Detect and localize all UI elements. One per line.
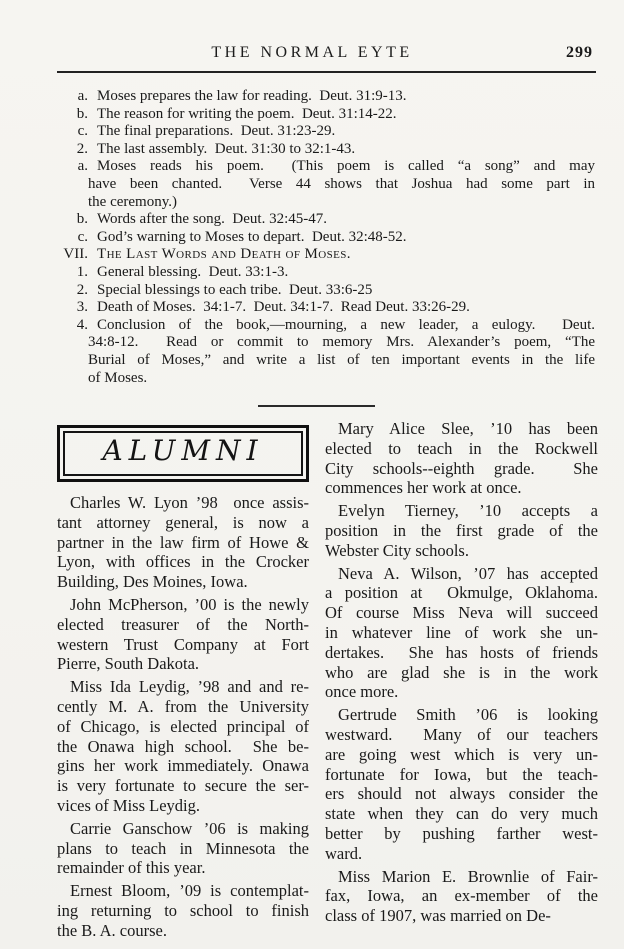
paragraph [325, 867, 598, 926]
paragraph [57, 677, 309, 816]
text-line: Moses reads his poem. (This poem is called “a song” and may [97, 158, 595, 175]
text-line: tant attorney general, is now a [57, 512, 309, 532]
header-rule [57, 71, 596, 73]
page-number: 299 [566, 44, 593, 61]
outline-item-text [97, 264, 595, 282]
alumni-section [57, 419, 598, 944]
outline-item-text [97, 106, 595, 124]
text-line: partner in the law firm of Howe & [57, 532, 309, 552]
text-line: who are glad she is in the work [325, 662, 598, 682]
text-line: plans to teach in Minnesota the [57, 838, 309, 858]
text-line: is very fortunate to secure the ser- [57, 776, 309, 796]
text-line: Mary Alice Slee, ’10 has been [338, 419, 598, 439]
text-line: western Trust Company at Fort [57, 634, 309, 654]
text-line: Building, Des Moines, Iowa. [57, 572, 248, 592]
outline-item-label: VII. [63, 246, 88, 263]
text-line: The Last Words and Death of Moses. [97, 246, 351, 263]
text-line: Of course Miss Neva will succeed [325, 603, 598, 623]
outline-item-label: c. [77, 123, 88, 140]
outline-item [57, 264, 595, 282]
text-line: gins her work immediately. Onawa [57, 756, 309, 776]
text-line: Burial of Moses,” and write a list of ten important events in the life [88, 351, 595, 368]
outline-item-text [97, 88, 595, 106]
text-line: John McPherson, ’00 is the newly [70, 595, 309, 615]
text-line: the ceremony.) [88, 193, 177, 210]
left-column [57, 419, 309, 944]
outline-item-label: b. [76, 211, 88, 228]
alumni-heading-box [57, 425, 309, 482]
text-line: Words after the song. Deut. 32:45-47. [97, 211, 327, 228]
outline-item-label: 2. [76, 140, 88, 157]
lesson-outline-list [57, 88, 595, 387]
text-line: fortunate for Iowa, but the teach- [325, 764, 598, 784]
publication-title: THE NORMAL EYTE [211, 44, 413, 61]
text-line: of Moses. [88, 369, 148, 386]
outline-item [57, 299, 595, 317]
outline-item-text [97, 282, 595, 300]
text-line: remainder of this year. [57, 858, 206, 878]
outline-item-text [97, 123, 595, 141]
outline-item-text [97, 246, 595, 264]
right-column-text [325, 419, 598, 944]
text-line: the B. A. course. [57, 920, 167, 940]
outline-item-text [88, 158, 595, 211]
outline-item-label: c. [77, 228, 88, 245]
paragraph [57, 819, 309, 878]
outline-item-text [97, 229, 595, 247]
text-line: vices of Miss Leydig. [57, 796, 200, 816]
text-line: commences her work at once. [325, 478, 522, 498]
text-line: Carrie Ganschow ’06 is making [70, 818, 309, 838]
page-header [0, 0, 624, 62]
text-line: position in the first grade of the [325, 521, 598, 541]
outline-item-text [97, 141, 595, 159]
text-line: Gertrude Smith ’06 is looking [338, 705, 598, 725]
outline-item-label: 4. [76, 316, 88, 333]
text-line: elected treasurer of the North- [57, 614, 309, 634]
text-line: God’s warning to Moses to depart. Deut. 32:48-52. [97, 228, 407, 245]
outline-item [57, 123, 595, 141]
text-line: have been chanted. Verse 44 shows that Joshua had some part in [88, 175, 595, 192]
outline-item [57, 88, 595, 106]
outline-item [57, 282, 595, 300]
text-line: Moses prepares the law for reading. Deut. 31:9-13. [97, 88, 407, 104]
outline-item-label: 2. [76, 281, 88, 298]
outline-item [57, 317, 595, 387]
outline-item-text [88, 316, 595, 387]
text-line: The reason for writing the poem. Deut. 31:14-22. [97, 105, 397, 122]
text-line: The last assembly. Deut. 31:30 to 32:1-43. [97, 140, 356, 157]
text-line: state when they can do very much [325, 804, 598, 824]
outline-item-text [97, 299, 595, 317]
outline-item-text [97, 211, 595, 229]
alumni-heading-inner-border [63, 431, 303, 476]
text-line: ing returning to school to finish [57, 901, 309, 921]
outline-item [57, 229, 595, 247]
text-line: Miss Marion E. Brownlie of Fair- [338, 866, 598, 886]
text-line: General blessing. Deut. 33:1-3. [97, 263, 289, 280]
text-line: ers should not always consider the [325, 784, 598, 804]
text-line: the Onawa high school. She be- [57, 736, 309, 756]
text-line: of Chicago, is elected principal of [57, 716, 309, 736]
outline-item-label: a. [77, 88, 88, 104]
text-line: better by pushing farther west- [325, 824, 598, 844]
text-line: once more. [325, 682, 399, 702]
text-line: The final preparations. Deut. 31:23-29. [97, 123, 336, 140]
paragraph [325, 564, 598, 703]
text-line: ward. [325, 843, 363, 863]
text-line: City schools--eighth grade. She [325, 458, 598, 478]
outline-item [57, 211, 595, 229]
alumni-section-title: ALUMNI [102, 434, 264, 468]
outline-item [57, 141, 595, 159]
text-line: are going west which is very un- [325, 744, 598, 764]
text-line: in whatever line of work she un- [325, 623, 598, 643]
outline-item [57, 246, 595, 264]
paragraph [57, 595, 309, 674]
left-column-text [57, 493, 309, 941]
paragraph [325, 419, 598, 498]
text-line: Pierre, South Dakota. [57, 654, 200, 674]
outline-item-label: a. [77, 158, 88, 175]
paragraph [325, 705, 598, 863]
paragraph [57, 881, 309, 940]
outline-item-label: 3. [76, 299, 88, 316]
text-line: Miss Ida Leydig, ’98 and and re- [70, 677, 309, 697]
text-line: Neva A. Wilson, ’07 has accepted [338, 563, 598, 583]
text-line: cently M. A. from the University [57, 697, 309, 717]
paragraph [325, 501, 598, 560]
text-line: Ernest Bloom, ’09 is contemplat- [70, 881, 309, 901]
text-line: elected to teach in the Rockwell [325, 438, 598, 458]
text-line: Special blessings to each tribe. Deut. 33:6-25 [97, 281, 373, 298]
outline-item-label: b. [76, 105, 88, 122]
outline-item [57, 106, 595, 124]
text-line: Charles W. Lyon ’98 once assis- [70, 493, 309, 513]
text-line: Death of Moses. 34:1-7. Deut. 34:1-7. Read Deut. 33:26-29. [97, 299, 470, 316]
text-line: Conclusion of the book,—mourning, a new leader, a eulogy. Deut. [97, 316, 595, 333]
text-line: dertakes. She has hosts of friends [325, 642, 598, 662]
text-line: 34:8-12. Read or commit to memory Mrs. Alexander’s poem, “The [88, 334, 595, 351]
outline-item-label: 1. [76, 263, 88, 280]
text-line: fax, Iowa, an ex-member of the [325, 886, 598, 906]
paragraph [57, 493, 309, 592]
text-line: class of 1907, was married on De- [325, 906, 551, 926]
text-line: Webster City schools. [325, 540, 469, 560]
text-line: westward. Many of our teachers [325, 725, 598, 745]
outline-item [57, 158, 595, 211]
text-line: Evelyn Tierney, ’10 accepts a [338, 501, 598, 521]
text-line: Lyon, with offices in the Crocker [57, 552, 309, 572]
section-divider-rule [258, 405, 375, 407]
text-line: a position at Okmulge, Oklahoma. [325, 583, 598, 603]
